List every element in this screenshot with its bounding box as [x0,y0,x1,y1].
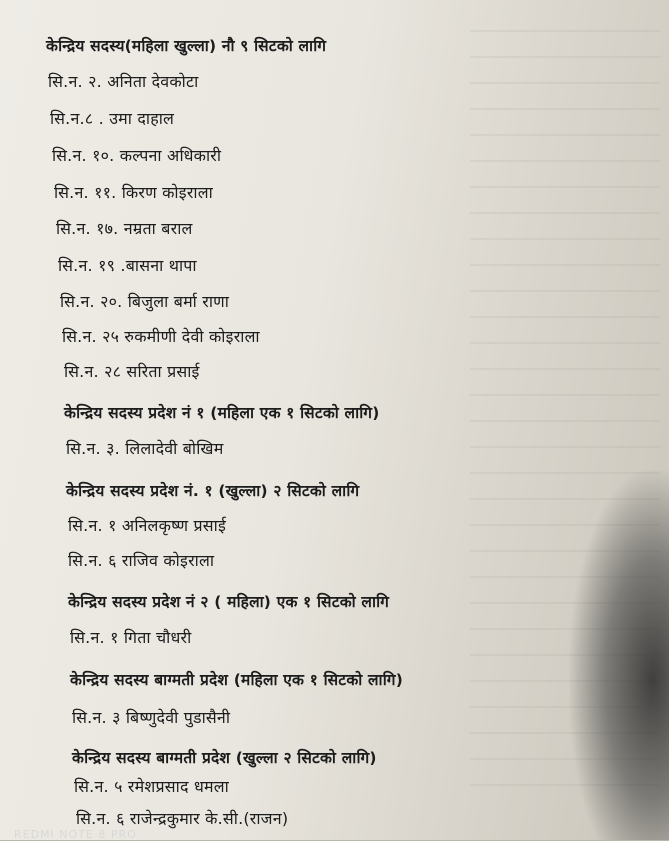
list-item: सि.न. १७. नम्रता बराल [56,219,193,238]
list-item: सि.न. २. अनिता देवकोटा [48,72,199,91]
list-item: सि.न.८ . उमा दाहाल [50,109,175,128]
list-item: सि.न. १ अनिलकृष्ण प्रसाई [68,516,227,535]
heading-province1-open: केन्द्रिय सदस्य प्रदेश नं. १ (खुल्ला) २ सिटको लागि [66,482,360,500]
list-item: सि.न. ३ बिष्णुदेवी पुडासैनी [72,708,231,727]
list-item: सि.न. २०. बिजुला बर्मा राणा [60,292,230,311]
heading-bagmati-open: केन्द्रिय सदस्य बाग्मती प्रदेश (खुल्ला २ सिटको लागि) [72,749,377,767]
list-item: सि.न. २८ सरिता प्रसाई [64,362,200,381]
heading-province2-women: केन्द्रिय सदस्य प्रदेश नं २ ( महिला) एक १ सिटको लागि [68,593,390,611]
list-item: सि.न. १०. कल्पना अधिकारी [52,146,222,165]
list-item: सि.न. ३. लिलादेवी बोखिम [66,439,224,458]
camera-watermark: REDMI NOTE 8 PRO [14,828,137,841]
heading-women-open: केन्द्रिय सदस्य(महिला खुल्ला) नौ ९ सिटको लागि [46,37,327,55]
list-item: सि.न. १९ .बासना थापा [58,256,197,275]
list-item: सि.न. १ गिता चौधरी [70,628,192,647]
heading-bagmati-women: केन्द्रिय सदस्य बाग्मती प्रदेश (महिला एक १ सिटको लागि) [70,671,403,689]
list-item: सि.न. ११. किरण कोइराला [54,183,213,202]
list-item: सि.न. ६ राजिव कोइराला [68,551,215,570]
list-item: सि.न. ५ रमेशप्रसाद धमला [74,777,229,796]
heading-province1-women: केन्द्रिय सदस्य प्रदेश नं १ (महिला एक १ सिटको लागि) [64,404,380,422]
list-item: सि.न. ६ राजेन्द्रकुमार के.सी.(राजन) [76,809,289,828]
list-item: सि.न. २५ रुकमीणी देवी कोइराला [62,327,260,346]
